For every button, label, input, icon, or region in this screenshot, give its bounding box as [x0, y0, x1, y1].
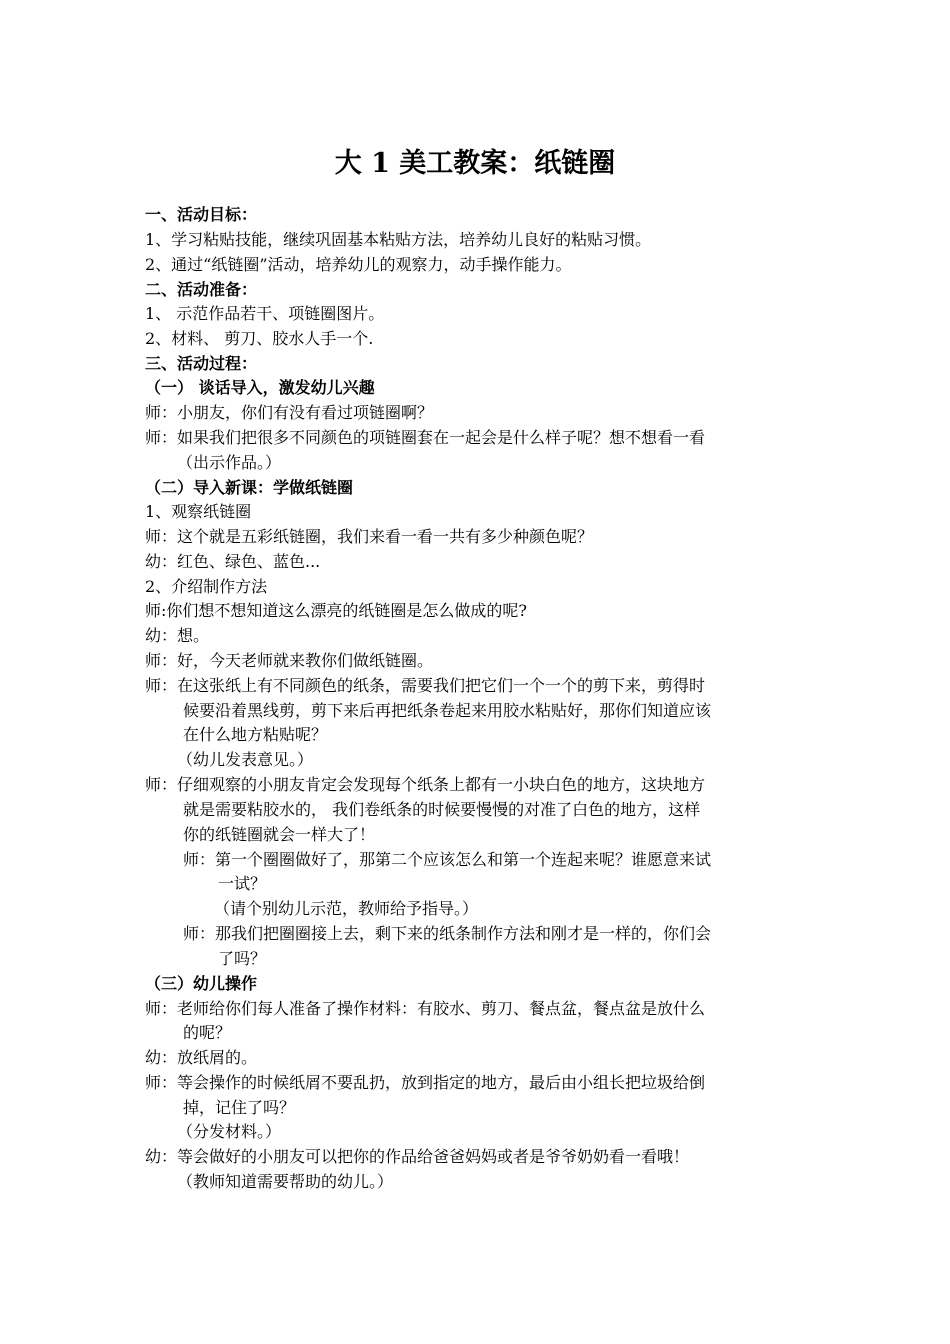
text-line: 2、通过“纸链圈”活动，培养幼儿的观察力，动手操作能力。: [145, 255, 572, 274]
dialogue-continuation: 在什么地方粘贴呢？: [183, 725, 328, 744]
section-heading: 一、活动目标：: [145, 205, 258, 224]
document-title: 大 1 美工教案：纸链圈: [334, 148, 616, 179]
dialogue-line: 师：在这张纸上有不同颜色的纸条，需要我们把它们一个一个的剪下来，剪得时: [145, 676, 706, 695]
dialogue-line: 幼：红色、绿色、蓝色...: [145, 552, 321, 571]
dialogue-line: 师：好，今天老师就来教你们做纸链圈。: [145, 651, 434, 670]
stage-direction: （请个别幼儿示范，教师给予指导。）: [214, 899, 479, 918]
dialogue-line: 师：第一个圈圈做好了，那第二个应该怎么和第一个连起来呢？谁愿意来试: [183, 850, 712, 869]
dialogue-line: 师：这个就是五彩纸链圈，我们来看一看一共有多少种颜色呢？: [145, 527, 594, 546]
section-heading: 二、活动准备：: [145, 280, 258, 299]
text-line: 2、材料、 剪刀、胶水人手一个.: [145, 329, 374, 348]
subsection-heading: （三）幼儿操作: [145, 974, 258, 993]
dialogue-continuation: 一试？: [218, 874, 267, 893]
stage-direction: （分发材料。）: [177, 1122, 282, 1141]
dialogue-line: 师：仔细观察的小朋友肯定会发现每个纸条上都有一小块白色的地方，这块地方: [145, 775, 706, 794]
dialogue-line: 幼：放纸屑的。: [145, 1048, 258, 1067]
subsection-heading: （一） 谈话导入，激发幼儿兴趣: [145, 378, 375, 397]
dialogue-line: 幼：等会做好的小朋友可以把你的作品给爸爸妈妈或者是爷爷奶奶看一看哦！: [145, 1147, 690, 1166]
dialogue-continuation: 了吗？: [218, 949, 267, 968]
dialogue-line: 师：小朋友，你们有没有看过项链圈啊？: [145, 403, 434, 422]
dialogue-continuation: 就是需要粘胶水的， 我们卷纸条的时候要慢慢的对准了白色的地方，这样: [183, 800, 701, 819]
dialogue-line: 师：老师给你们每人准备了操作材料：有胶水、剪刀、餐点盆，餐点盆是放什么: [145, 999, 706, 1018]
dialogue-line: 师：等会操作的时候纸屑不要乱扔，放到指定的地方，最后由小组长把垃圾给倒: [145, 1073, 706, 1092]
text-line: 1、学习粘贴技能，继续巩固基本粘贴方法，培养幼儿良好的粘贴习惯。: [145, 230, 652, 249]
text-line: 2、介绍制作方法: [145, 577, 268, 596]
dialogue-line: 幼：想。: [145, 626, 210, 645]
stage-direction: （出示作品。）: [177, 453, 282, 472]
section-heading: 三、活动过程：: [145, 354, 258, 373]
subsection-heading: （二）导入新课：学做纸链圈: [145, 478, 354, 497]
stage-direction: （教师知道需要帮助的幼儿。）: [177, 1172, 394, 1191]
dialogue-continuation: 你的纸链圈就会一样大了！: [183, 825, 376, 844]
stage-direction: （幼儿发表意见。）: [177, 750, 314, 769]
dialogue-continuation: 掉，记住了吗？: [183, 1098, 296, 1117]
text-line: 1、 示范作品若干、项链圈图片。: [145, 304, 385, 323]
dialogue-continuation: 候要沿着黑线剪，剪下来后再把纸条卷起来用胶水粘贴好，那你们知道应该: [183, 701, 712, 720]
dialogue-line: 师:你们想不想知道这么漂亮的纸链圈是怎么做成的呢?: [145, 601, 527, 620]
text-line: 1、观察纸链圈: [145, 502, 252, 521]
dialogue-line: 师：那我们把圈圈接上去，剩下来的纸条制作方法和刚才是一样的，你们会: [183, 924, 712, 943]
dialogue-continuation: 的呢？: [183, 1023, 232, 1042]
dialogue-line: 师：如果我们把很多不同颜色的项链圈套在一起会是什么样子呢？想不想看一看: [145, 428, 706, 447]
